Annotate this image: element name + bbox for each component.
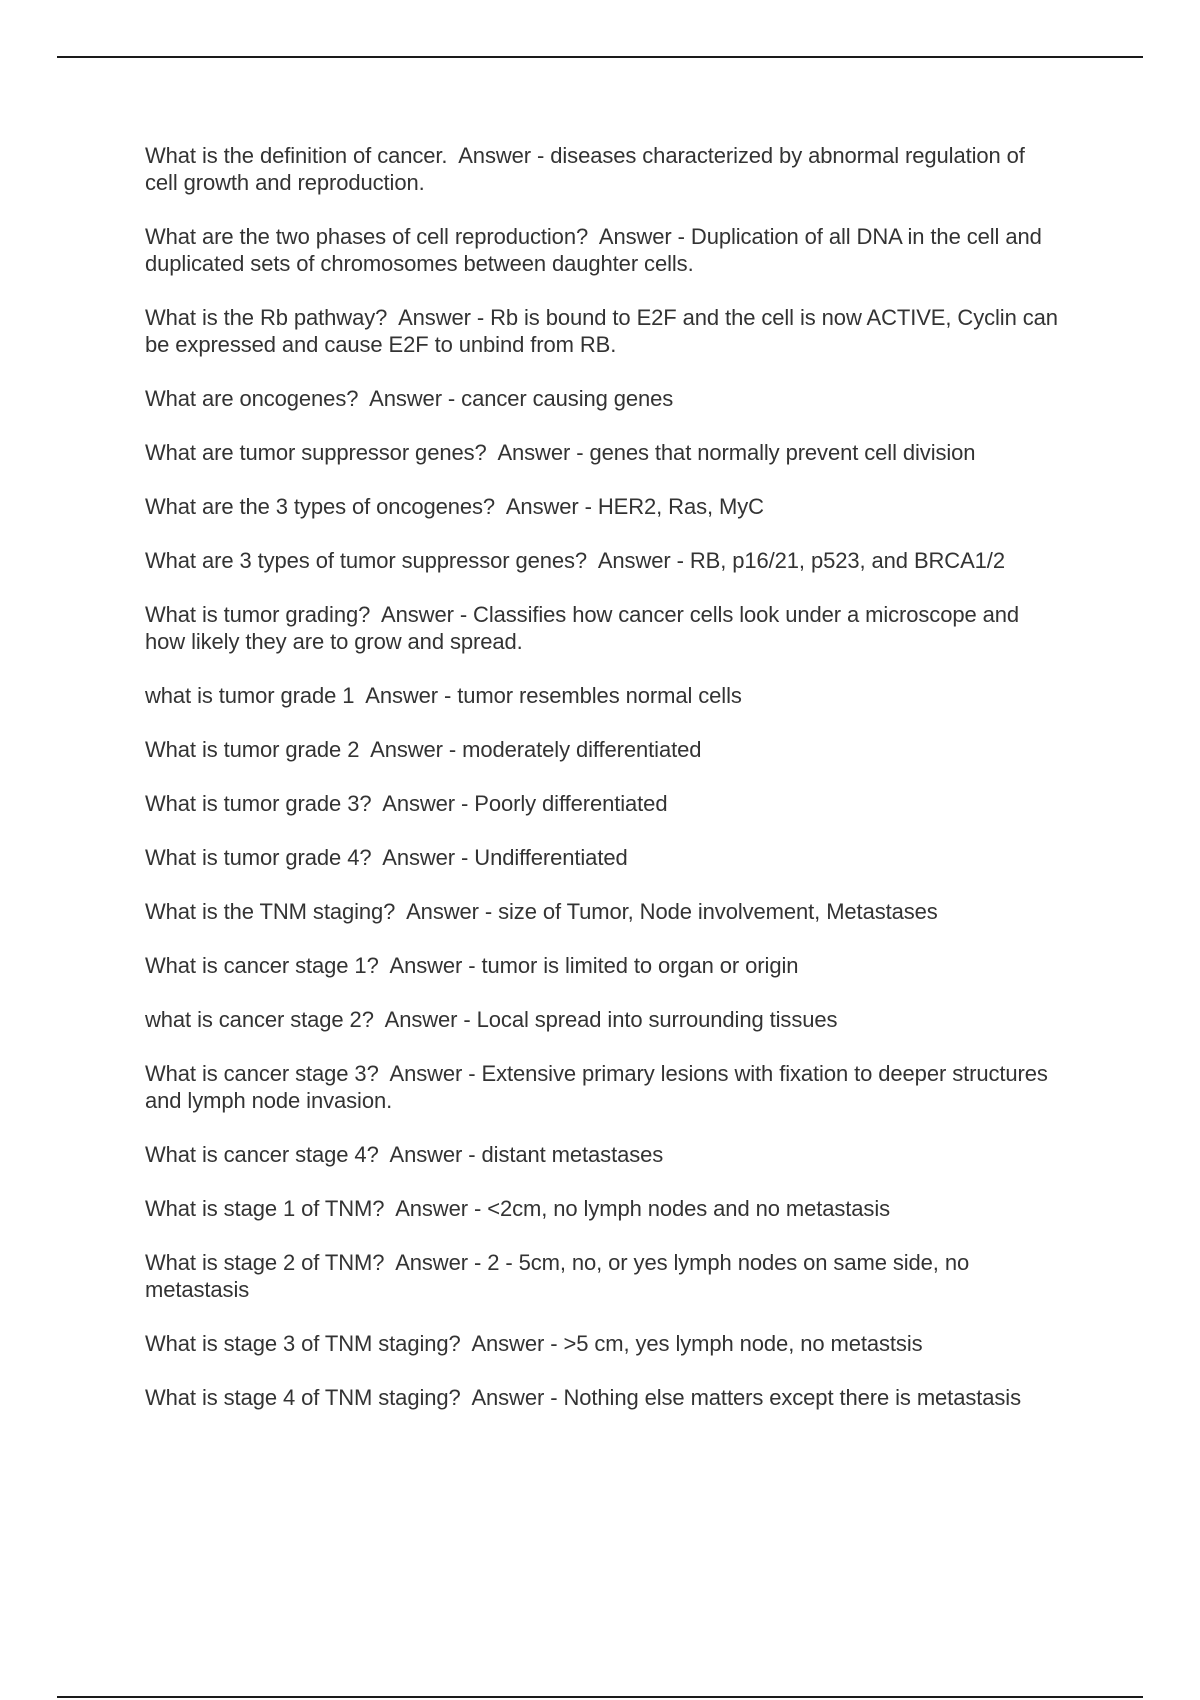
qa-item: What is cancer stage 3? Answer - Extensive primary lesions with fixation to deeper structures and lymph node invasion.: [145, 1061, 1054, 1113]
qa-item: What are the 3 types of oncogenes? Answer - HER2, Ras, MyC: [145, 494, 764, 519]
qa-item: What is the Rb pathway? Answer - Rb is bound to E2F and the cell is now ACTIVE, Cyclin can be expressed and cause E2F to unbind from RB.: [145, 305, 1064, 357]
qa-item: What is stage 3 of TNM staging? Answer - >5 cm, yes lymph node, no metastsis: [145, 1331, 923, 1356]
qa-item: what is tumor grade 1 Answer - tumor resembles normal cells: [145, 683, 742, 708]
qa-item: what is cancer stage 2? Answer - Local spread into surrounding tissues: [145, 1007, 838, 1032]
qa-item: What is tumor grade 3? Answer - Poorly differentiated: [145, 791, 668, 816]
qa-item: What are 3 types of tumor suppressor genes? Answer - RB, p16/21, p523, and BRCA1/2: [145, 548, 1005, 573]
qa-item: What is stage 1 of TNM? Answer - <2cm, no lymph nodes and no metastasis: [145, 1196, 891, 1221]
qa-item: What is tumor grade 4? Answer - Undifferentiated: [145, 845, 628, 870]
qa-item: What is cancer stage 4? Answer - distant metastases: [145, 1142, 664, 1167]
qa-item: What is cancer stage 1? Answer - tumor is limited to organ or origin: [145, 953, 799, 978]
qa-item: What is the TNM staging? Answer - size of Tumor, Node involvement, Metastases: [145, 899, 938, 924]
qa-item: What is stage 4 of TNM staging? Answer - Nothing else matters except there is metastasis: [145, 1385, 1021, 1410]
qa-item: What are the two phases of cell reproduction? Answer - Duplication of all DNA in the cell and duplicated sets of chromosomes between daughter cells.: [145, 224, 1048, 276]
qa-item: What is the definition of cancer. Answer - diseases characterized by abnormal regulation of cell growth and reproduction.: [145, 143, 1031, 195]
header-rule: [57, 56, 1143, 58]
qa-item: What is stage 2 of TNM? Answer - 2 - 5cm, no, or yes lymph nodes on same side, no metastasis: [145, 1250, 976, 1302]
document-body: [145, 142, 1064, 1438]
footer-rule: [57, 1696, 1143, 1698]
qa-item: What are oncogenes? Answer - cancer causing genes: [145, 386, 674, 411]
qa-item: What are tumor suppressor genes? Answer - genes that normally prevent cell division: [145, 440, 976, 465]
qa-item: What is tumor grading? Answer - Classifies how cancer cells look under a microscope and how likely they are to grow and spread.: [145, 602, 1026, 654]
qa-item: What is tumor grade 2 Answer - moderately differentiated: [145, 737, 702, 762]
